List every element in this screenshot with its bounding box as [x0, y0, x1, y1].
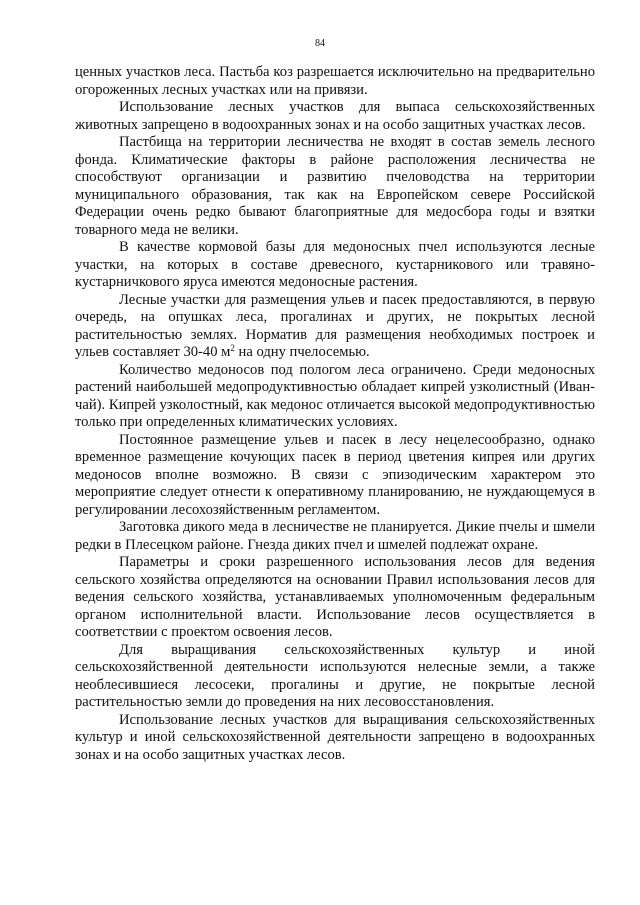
- paragraph-hive-norm: [75, 292, 595, 362]
- paragraph: Использование лесных участков для выращивания сельскохозяйственных культур и иной сельскохозяйственной деятельности запрещено в водоохранных зонах и на особо защитных участках лесов.: [75, 711, 595, 763]
- text-segment: на одну пчелосемью.: [234, 344, 370, 360]
- paragraph: Количество медоносов под пологом леса ограничено. Среди медоносных растений наибольшей медопродуктивностью обладает кипрей узколистный (Иван-чай). Кипрей узколостный, как медонос отличается высокой медопродуктивностью только при определенных климатических условиях.: [75, 361, 595, 430]
- document-body: [75, 64, 595, 764]
- paragraph: Постоянное размещение ульев и пасек в лесу нецелесообразно, однако временное размещение кочующих пасек в период цветения кипрея или других медоносов вполне возможно. В связи с эпизодическим характером это мероприятие следует отнести к оперативному планированию, не нуждающемуся в регулировании лесохозяйственным регламентом.: [75, 431, 595, 518]
- paragraph-continuation: ценных участков леса. Пастьба коз разрешается исключительно на предварительно огороженных лесных участках или на привязи.: [75, 64, 595, 98]
- paragraph: Использование лесных участков для выпаса сельскохозяйственных животных запрещено в водоохранных зонах и на особо защитных участках лесов.: [75, 99, 595, 133]
- paragraph: Пастбища на территории лесничества не входят в состав земель лесного фонда. Климатические факторы в районе расположения лесничества не способствуют организации и развитию пчеловодства на территории муниципального образования, так как на Европейском севере Российской Федерации очень редко бывают благоприятные для медосбора годы и взятки товарного меда не велики.: [75, 134, 595, 238]
- paragraph: В качестве кормовой базы для медоносных пчел используются лесные участки, на которых в составе древесного, кустарникового или травяно-кустарничкового яруса имеются медоносные растения.: [75, 239, 595, 290]
- paragraph: Параметры и сроки разрешенного использования лесов для ведения сельского хозяйства определяются на основании Правил использования лесов для ведения сельского хозяйства, устанавливаемых уполномоченным федеральным органом исполнительной власти. Использование лесов осуществляется в соответствии с проектом освоения лесов.: [75, 554, 595, 640]
- paragraph: Заготовка дикого меда в лесничестве не планируется. Дикие пчелы и шмели редки в Плесецком районе. Гнезда диких пчел и шмелей подлежат охране.: [75, 519, 595, 553]
- page-number: 84: [315, 38, 325, 49]
- text-segment: Лесные участки для размещения ульев и пасек предоставляются, в первую очередь, на опушках леса, прогалинах и других, не покрытых лесной растительностью землях. Норматив для размещения необходимых построек и ульев составляет 30-40 м: [75, 291, 595, 360]
- superscript: 2: [230, 343, 235, 353]
- paragraph: Для выращивания сельскохозяйственных культур и иной сельскохозяйственной деятельности используются нелесные земли, а также необлесившиеся лесосеки, прогалины и другие, не покрытые лесной растительностью земли до проведения на них лесовосстановления.: [75, 641, 595, 710]
